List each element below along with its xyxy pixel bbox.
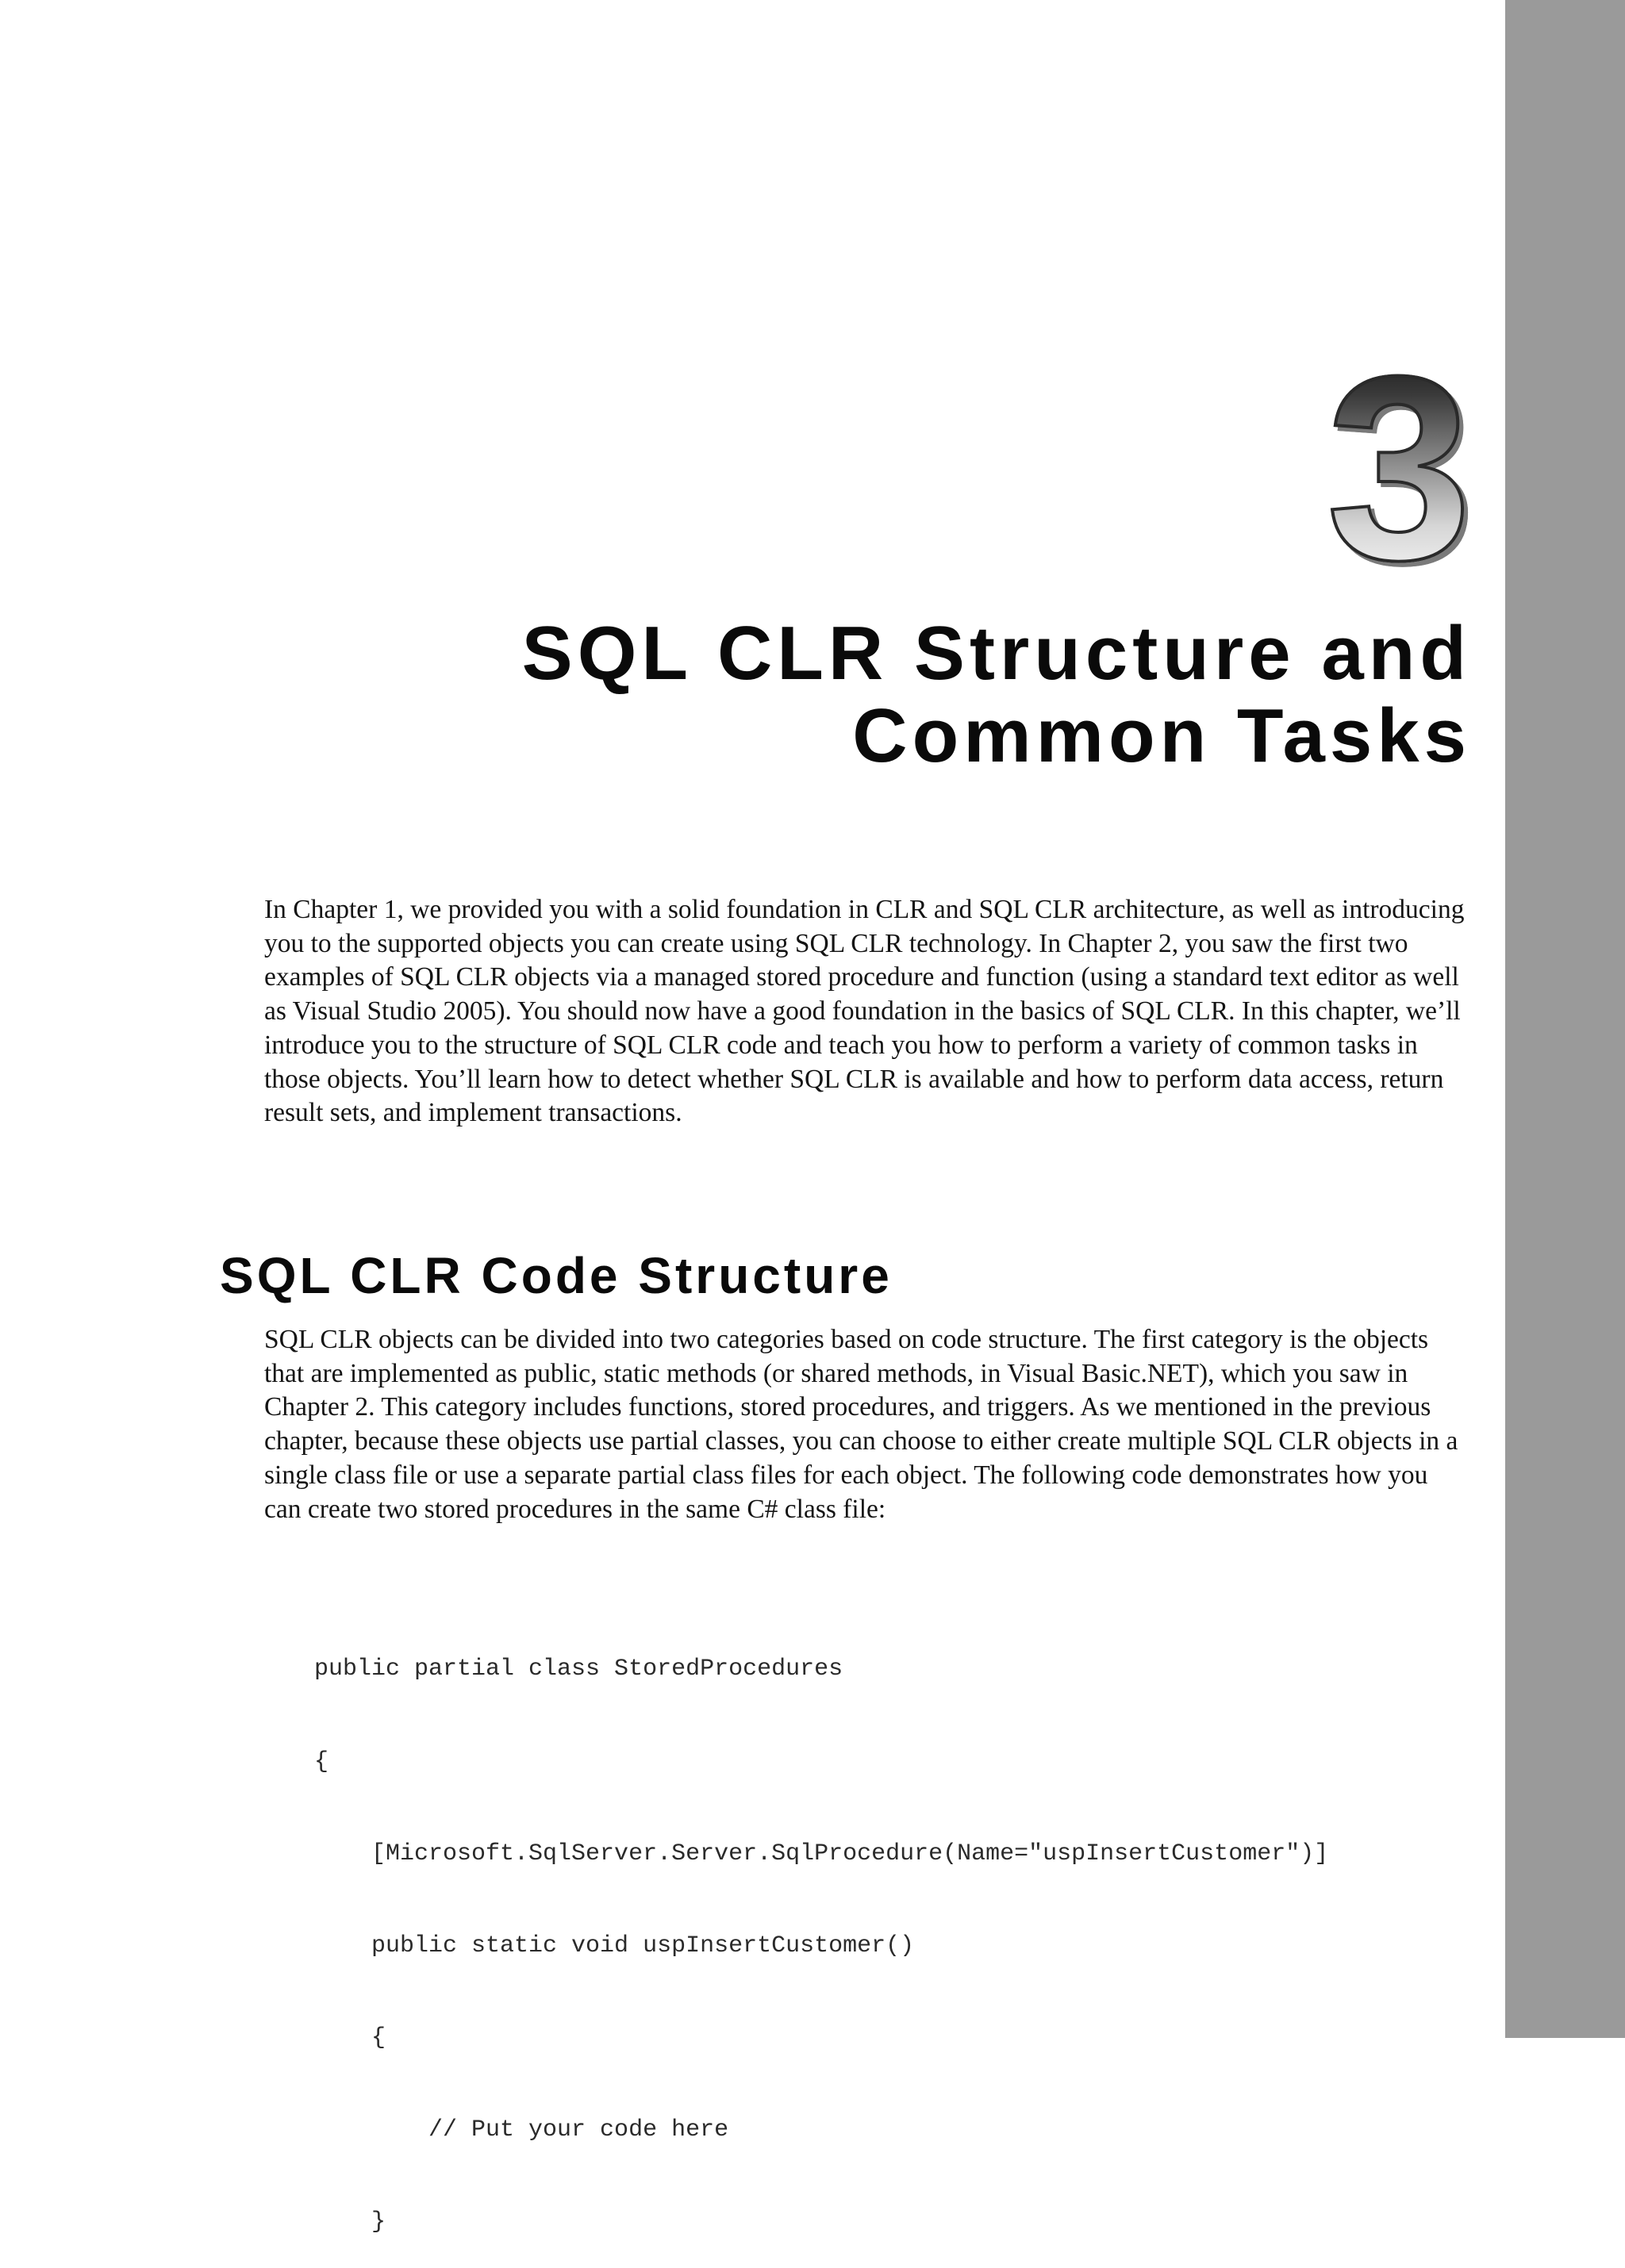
code-line: public static void uspInsertCustomer() xyxy=(314,1932,915,1959)
intro-paragraph: In Chapter 1, we provided you with a solid foundation in CLR and SQL CLR architecture, as well as introducing you to the supported objects you can create using SQL CLR technology. In Chapter 2, you saw the first two examples of SQL CLR objects via a managed stored procedure and function (using a standard text editor as well as Visual Studio 2005). You should now have a good foundation in the basics of SQL CLR. In this chapter, we’ll introduce you to the structure of SQL CLR code and teach you how to perform a variety of common tasks in those objects. You’ll learn how to detect whether SQL CLR is available and how to perform data access, return result sets, and implement transactions. xyxy=(264,895,1465,1128)
section-paragraph: SQL CLR objects can be divided into two categories based on code structure. The first category is the objects that are implemented as public, static methods (or shared methods, in Visual Basic.NET), which you saw in Chapter 2. This category includes functions, stored procedures, and triggers. As we mentioned in the previous chapter, because these objects use partial classes, you can choose to either create multiple SQL CLR objects in a single class file or use a separate partial class files for each object. The following code demonstrates how you can create two stored procedures in the same C# class file: xyxy=(264,1325,1458,1524)
side-thumb-tab xyxy=(1505,0,1625,2038)
chapter-title-line-2: Common Tasks xyxy=(852,693,1471,778)
code-listing xyxy=(314,1593,1328,2268)
section-heading: SQL CLR Code Structure xyxy=(220,1247,893,1304)
code-line: public partial class StoredProcedures xyxy=(314,1656,843,1683)
chapter-title xyxy=(281,612,1471,777)
chapter-title-line-1: SQL CLR Structure and xyxy=(521,611,1471,696)
code-line: { xyxy=(314,1748,329,1775)
code-line: [Microsoft.SqlServer.Server.SqlProcedure(Name="uspInsertCustomer")] xyxy=(314,1840,1329,1867)
code-line: // Put your code here xyxy=(314,2116,729,2143)
chapter-number: 3 xyxy=(1326,321,1469,614)
code-line: } xyxy=(314,2209,386,2236)
code-line: { xyxy=(314,2024,386,2051)
